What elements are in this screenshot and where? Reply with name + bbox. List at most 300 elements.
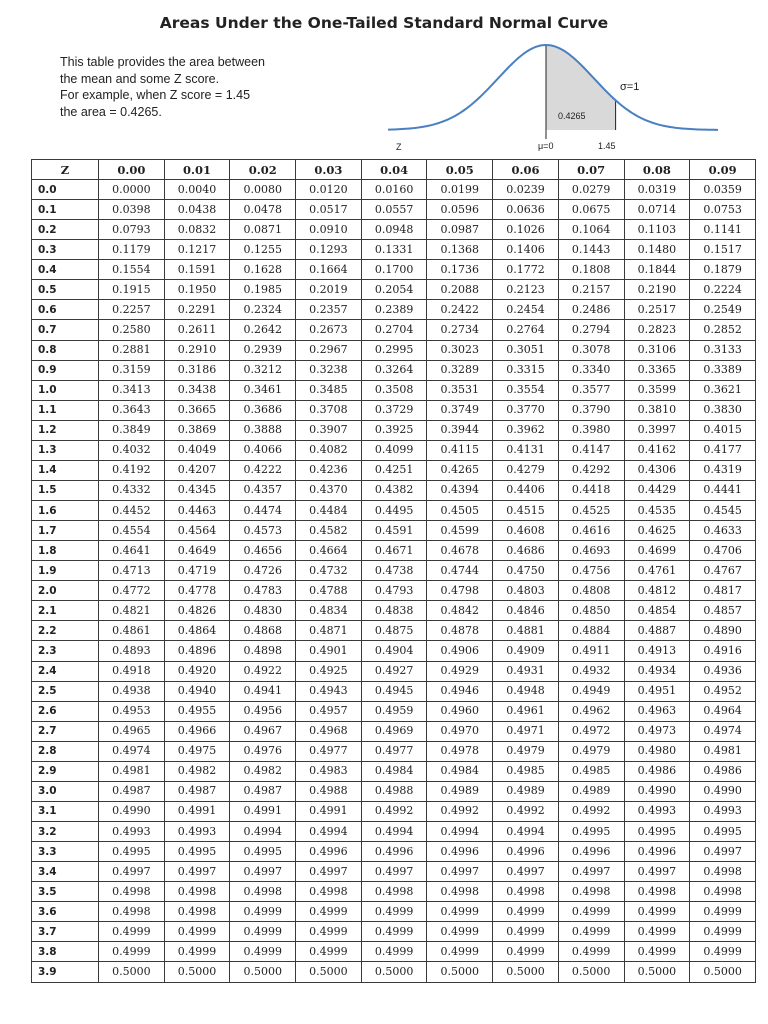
table-cell: 0.4946	[427, 681, 493, 701]
table-cell: 0.4965	[99, 721, 165, 741]
z-row-label: 2.8	[32, 741, 99, 761]
table-cell: 0.4974	[99, 741, 165, 761]
table-cell: 0.3577	[558, 380, 624, 400]
table-cell: 0.4857	[690, 601, 756, 621]
table-cell: 0.3186	[164, 360, 230, 380]
table-cell: 0.0000	[99, 180, 165, 200]
table-cell: 0.2224	[690, 280, 756, 300]
z-column-header: Z	[32, 160, 99, 180]
table-cell: 0.4999	[296, 922, 362, 942]
table-cell: 0.4997	[296, 862, 362, 882]
table-cell: 0.4974	[690, 721, 756, 741]
table-cell: 0.4382	[361, 480, 427, 500]
z-row-label: 1.1	[32, 400, 99, 420]
z-row-label: 3.3	[32, 842, 99, 862]
z-row-label: 0.9	[32, 360, 99, 380]
table-cell: 0.0438	[164, 200, 230, 220]
table-cell: 0.4913	[624, 641, 690, 661]
normal-curve-figure	[388, 38, 718, 154]
table-cell: 0.4909	[493, 641, 559, 661]
table-cell: 0.4955	[164, 701, 230, 721]
table-cell: 0.4664	[296, 541, 362, 561]
table-cell: 0.1406	[493, 240, 559, 260]
table-cell: 0.3159	[99, 360, 165, 380]
table-cell: 0.1179	[99, 240, 165, 260]
table-cell: 0.1141	[690, 220, 756, 240]
table-cell: 0.4999	[624, 942, 690, 962]
table-cell: 0.4999	[230, 942, 296, 962]
table-cell: 0.5000	[690, 962, 756, 983]
table-cell: 0.3790	[558, 400, 624, 420]
table-row	[32, 400, 756, 420]
table-row	[32, 380, 756, 400]
table-cell: 0.2517	[624, 300, 690, 320]
table-cell: 0.4429	[624, 480, 690, 500]
table-cell: 0.4985	[558, 761, 624, 781]
table-cell: 0.4997	[493, 862, 559, 882]
table-cell: 0.4693	[558, 541, 624, 561]
table-row	[32, 521, 756, 541]
table-cell: 0.4961	[493, 701, 559, 721]
table-header-row	[32, 160, 756, 180]
table-cell: 0.2794	[558, 320, 624, 340]
z-row-label: 1.2	[32, 420, 99, 440]
table-cell: 0.3133	[690, 340, 756, 360]
table-cell: 0.2995	[361, 340, 427, 360]
table-cell: 0.4306	[624, 460, 690, 480]
table-row	[32, 661, 756, 681]
table-cell: 0.4846	[493, 601, 559, 621]
table-cell: 0.2852	[690, 320, 756, 340]
table-cell: 0.4996	[624, 842, 690, 862]
table-cell: 0.4996	[558, 842, 624, 862]
table-row	[32, 480, 756, 500]
table-cell: 0.3944	[427, 420, 493, 440]
table-cell: 0.0987	[427, 220, 493, 240]
table-cell: 0.4999	[558, 922, 624, 942]
column-header: 0.09	[690, 160, 756, 180]
table-cell: 0.4699	[624, 541, 690, 561]
table-cell: 0.4967	[230, 721, 296, 741]
table-cell: 0.4987	[99, 781, 165, 801]
table-cell: 0.4999	[361, 922, 427, 942]
table-cell: 0.4990	[99, 801, 165, 821]
table-cell: 0.4993	[690, 801, 756, 821]
table-cell: 0.4994	[230, 822, 296, 842]
table-cell: 0.3770	[493, 400, 559, 420]
table-row	[32, 340, 756, 360]
table-cell: 0.2549	[690, 300, 756, 320]
table-cell: 0.1293	[296, 240, 362, 260]
table-cell: 0.4999	[690, 902, 756, 922]
z-row-label: 2.0	[32, 581, 99, 601]
column-header: 0.08	[624, 160, 690, 180]
table-cell: 0.2054	[361, 280, 427, 300]
table-cell: 0.2764	[493, 320, 559, 340]
table-cell: 0.3461	[230, 380, 296, 400]
table-cell: 0.4997	[99, 862, 165, 882]
table-cell: 0.3686	[230, 400, 296, 420]
table-cell: 0.4162	[624, 440, 690, 460]
intro-line: This table provides the area between	[60, 55, 265, 69]
table-cell: 0.4995	[624, 822, 690, 842]
table-cell: 0.4927	[361, 661, 427, 681]
z-row-label: 0.0	[32, 180, 99, 200]
table-cell: 0.4956	[230, 701, 296, 721]
table-cell: 0.4999	[558, 902, 624, 922]
table-cell: 0.4279	[493, 460, 559, 480]
table-cell: 0.4803	[493, 581, 559, 601]
table-cell: 0.4616	[558, 521, 624, 541]
table-cell: 0.4997	[558, 862, 624, 882]
z-row-label: 3.2	[32, 822, 99, 842]
table-cell: 0.4370	[296, 480, 362, 500]
table-cell: 0.4599	[427, 521, 493, 541]
table-row	[32, 320, 756, 340]
table-cell: 0.4793	[361, 581, 427, 601]
table-cell: 0.1772	[493, 260, 559, 280]
z-row-label: 1.5	[32, 480, 99, 500]
table-cell: 0.3643	[99, 400, 165, 420]
table-cell: 0.4995	[558, 822, 624, 842]
table-cell: 0.4999	[624, 902, 690, 922]
z-row-label: 2.1	[32, 601, 99, 621]
table-cell: 0.3212	[230, 360, 296, 380]
table-cell: 0.4744	[427, 561, 493, 581]
z-row-label: 3.0	[32, 781, 99, 801]
z-axis-label: Z	[396, 142, 402, 152]
table-cell: 0.4998	[558, 882, 624, 902]
table-cell: 0.0557	[361, 200, 427, 220]
table-cell: 0.3264	[361, 360, 427, 380]
table-cell: 0.4998	[690, 862, 756, 882]
z-row-label: 2.7	[32, 721, 99, 741]
table-cell: 0.4931	[493, 661, 559, 681]
table-cell: 0.4999	[558, 942, 624, 962]
table-cell: 0.4999	[493, 922, 559, 942]
table-cell: 0.4830	[230, 601, 296, 621]
z-row-label: 0.6	[32, 300, 99, 320]
table-cell: 0.4988	[296, 781, 362, 801]
table-cell: 0.2611	[164, 320, 230, 340]
table-cell: 0.4998	[164, 902, 230, 922]
table-cell: 0.4015	[690, 420, 756, 440]
table-cell: 0.0832	[164, 220, 230, 240]
table-cell: 0.1517	[690, 240, 756, 260]
table-cell: 0.1217	[164, 240, 230, 260]
z-row-label: 3.6	[32, 902, 99, 922]
table-cell: 0.1628	[230, 260, 296, 280]
table-cell: 0.4641	[99, 541, 165, 561]
table-cell: 0.4319	[690, 460, 756, 480]
table-cell: 0.4973	[624, 721, 690, 741]
table-cell: 0.4893	[99, 641, 165, 661]
table-cell: 0.1879	[690, 260, 756, 280]
table-cell: 0.4778	[164, 581, 230, 601]
table-cell: 0.4996	[427, 842, 493, 862]
table-row	[32, 561, 756, 581]
table-cell: 0.0359	[690, 180, 756, 200]
table-cell: 0.4982	[230, 761, 296, 781]
table-cell: 0.4925	[296, 661, 362, 681]
table-cell: 0.2422	[427, 300, 493, 320]
table-cell: 0.0714	[624, 200, 690, 220]
table-cell: 0.4968	[296, 721, 362, 741]
table-cell: 0.4994	[427, 822, 493, 842]
z-row-label: 0.1	[32, 200, 99, 220]
table-body	[32, 180, 756, 983]
table-cell: 0.3810	[624, 400, 690, 420]
table-cell: 0.3485	[296, 380, 362, 400]
table-cell: 0.4875	[361, 621, 427, 641]
table-cell: 0.4177	[690, 440, 756, 460]
table-cell: 0.4854	[624, 601, 690, 621]
table-cell: 0.0398	[99, 200, 165, 220]
table-cell: 0.1554	[99, 260, 165, 280]
table-cell: 0.4929	[427, 661, 493, 681]
table-cell: 0.3238	[296, 360, 362, 380]
table-cell: 0.4678	[427, 541, 493, 561]
table-cell: 0.5000	[296, 962, 362, 983]
table-cell: 0.4989	[493, 781, 559, 801]
table-cell: 0.4147	[558, 440, 624, 460]
table-cell: 0.4591	[361, 521, 427, 541]
table-cell: 0.4608	[493, 521, 559, 541]
table-cell: 0.4099	[361, 440, 427, 460]
table-row	[32, 280, 756, 300]
table-cell: 0.4945	[361, 681, 427, 701]
table-cell: 0.4484	[296, 501, 362, 521]
z-row-label: 1.6	[32, 501, 99, 521]
table-cell: 0.4994	[296, 822, 362, 842]
table-cell: 0.4767	[690, 561, 756, 581]
table-cell: 0.4936	[690, 661, 756, 681]
column-header: 0.04	[361, 160, 427, 180]
table-cell: 0.0279	[558, 180, 624, 200]
column-header: 0.06	[493, 160, 559, 180]
column-header: 0.02	[230, 160, 296, 180]
table-cell: 0.0199	[427, 180, 493, 200]
table-cell: 0.4901	[296, 641, 362, 661]
table-cell: 0.4998	[624, 882, 690, 902]
table-row	[32, 862, 756, 882]
table-cell: 0.4115	[427, 440, 493, 460]
table-row	[32, 440, 756, 460]
table-cell: 0.0596	[427, 200, 493, 220]
z-row-label: 3.1	[32, 801, 99, 821]
table-cell: 0.4332	[99, 480, 165, 500]
table-cell: 0.2019	[296, 280, 362, 300]
table-cell: 0.2291	[164, 300, 230, 320]
table-cell: 0.0675	[558, 200, 624, 220]
table-row	[32, 260, 756, 280]
z-row-label: 2.5	[32, 681, 99, 701]
table-cell: 0.4998	[427, 882, 493, 902]
table-cell: 0.5000	[164, 962, 230, 983]
table-cell: 0.4992	[558, 801, 624, 821]
z-row-label: 1.4	[32, 460, 99, 480]
table-cell: 0.4999	[690, 942, 756, 962]
table-cell: 0.4864	[164, 621, 230, 641]
table-row	[32, 701, 756, 721]
z-row-label: 0.2	[32, 220, 99, 240]
table-row	[32, 781, 756, 801]
table-cell: 0.3315	[493, 360, 559, 380]
table-cell: 0.4999	[164, 942, 230, 962]
z-row-label: 0.3	[32, 240, 99, 260]
table-cell: 0.4082	[296, 440, 362, 460]
table-cell: 0.4972	[558, 721, 624, 741]
table-cell: 0.0636	[493, 200, 559, 220]
table-cell: 0.4971	[493, 721, 559, 741]
table-cell: 0.4713	[99, 561, 165, 581]
table-cell: 0.4964	[690, 701, 756, 721]
table-cell: 0.4997	[427, 862, 493, 882]
table-cell: 0.4772	[99, 581, 165, 601]
table-cell: 0.4986	[624, 761, 690, 781]
table-cell: 0.3508	[361, 380, 427, 400]
table-cell: 0.0871	[230, 220, 296, 240]
table-row	[32, 200, 756, 220]
table-cell: 0.2881	[99, 340, 165, 360]
table-cell: 0.4995	[164, 842, 230, 862]
table-cell: 0.4984	[361, 761, 427, 781]
table-cell: 0.5000	[427, 962, 493, 983]
table-cell: 0.4463	[164, 501, 230, 521]
table-cell: 0.4991	[230, 801, 296, 821]
table-cell: 0.3869	[164, 420, 230, 440]
table-cell: 0.4706	[690, 541, 756, 561]
table-cell: 0.4357	[230, 480, 296, 500]
z-row-label: 3.9	[32, 962, 99, 983]
table-cell: 0.4932	[558, 661, 624, 681]
table-cell: 0.3830	[690, 400, 756, 420]
table-cell: 0.4981	[690, 741, 756, 761]
table-cell: 0.3749	[427, 400, 493, 420]
table-cell: 0.4986	[690, 761, 756, 781]
table-cell: 0.4985	[493, 761, 559, 781]
table-cell: 0.4505	[427, 501, 493, 521]
table-cell: 0.4940	[164, 681, 230, 701]
table-cell: 0.4992	[427, 801, 493, 821]
table-cell: 0.2257	[99, 300, 165, 320]
table-cell: 0.2123	[493, 280, 559, 300]
table-cell: 0.4418	[558, 480, 624, 500]
table-row	[32, 842, 756, 862]
table-cell: 0.4982	[164, 761, 230, 781]
table-row	[32, 460, 756, 480]
z-row-label: 2.4	[32, 661, 99, 681]
table-cell: 0.3708	[296, 400, 362, 420]
table-cell: 0.4345	[164, 480, 230, 500]
table-cell: 0.4996	[493, 842, 559, 862]
table-cell: 0.0793	[99, 220, 165, 240]
table-cell: 0.4750	[493, 561, 559, 581]
table-cell: 0.4535	[624, 501, 690, 521]
table-cell: 0.0239	[493, 180, 559, 200]
table-cell: 0.4996	[296, 842, 362, 862]
table-cell: 0.4970	[427, 721, 493, 741]
table-row	[32, 581, 756, 601]
table-cell: 0.3413	[99, 380, 165, 400]
table-cell: 0.4997	[164, 862, 230, 882]
table-cell: 0.4999	[164, 922, 230, 942]
table-cell: 0.4842	[427, 601, 493, 621]
table-cell: 0.4979	[493, 741, 559, 761]
table-cell: 0.5000	[230, 962, 296, 983]
table-cell: 0.4998	[361, 882, 427, 902]
table-cell: 0.2190	[624, 280, 690, 300]
table-cell: 0.4719	[164, 561, 230, 581]
table-cell: 0.4788	[296, 581, 362, 601]
column-header: 0.00	[99, 160, 165, 180]
table-cell: 0.4976	[230, 741, 296, 761]
sigma-label: σ=1	[620, 81, 640, 93]
table-cell: 0.4656	[230, 541, 296, 561]
table-cell: 0.3980	[558, 420, 624, 440]
table-cell: 0.4997	[361, 862, 427, 882]
table-cell: 0.1331	[361, 240, 427, 260]
table-cell: 0.4957	[296, 701, 362, 721]
table-cell: 0.4452	[99, 501, 165, 521]
table-cell: 0.4983	[296, 761, 362, 781]
table-cell: 0.4922	[230, 661, 296, 681]
table-cell: 0.4995	[690, 822, 756, 842]
table-cell: 0.2823	[624, 320, 690, 340]
table-cell: 0.3621	[690, 380, 756, 400]
table-cell: 0.4999	[230, 902, 296, 922]
z-row-label: 3.7	[32, 922, 99, 942]
table-cell: 0.4992	[493, 801, 559, 821]
table-cell: 0.4756	[558, 561, 624, 581]
table-cell: 0.4798	[427, 581, 493, 601]
table-cell: 0.4994	[361, 822, 427, 842]
table-cell: 0.4999	[493, 902, 559, 922]
table-cell: 0.1808	[558, 260, 624, 280]
table-cell: 0.4554	[99, 521, 165, 541]
z-table	[31, 159, 756, 983]
table-cell: 0.1064	[558, 220, 624, 240]
table-cell: 0.0160	[361, 180, 427, 200]
intro-line: the area = 0.4265.	[60, 104, 162, 119]
table-cell: 0.3925	[361, 420, 427, 440]
table-cell: 0.4838	[361, 601, 427, 621]
table-cell: 0.4949	[558, 681, 624, 701]
z-row-label: 0.5	[32, 280, 99, 300]
table-cell: 0.4989	[427, 781, 493, 801]
table-cell: 0.4988	[361, 781, 427, 801]
table-cell: 0.4948	[493, 681, 559, 701]
table-cell: 0.0753	[690, 200, 756, 220]
table-cell: 0.4991	[164, 801, 230, 821]
table-cell: 0.4049	[164, 440, 230, 460]
table-cell: 0.4821	[99, 601, 165, 621]
z-row-label: 1.7	[32, 521, 99, 541]
table-cell: 0.1103	[624, 220, 690, 240]
table-cell: 0.4732	[296, 561, 362, 581]
table-cell: 0.4265	[427, 460, 493, 480]
table-cell: 0.2580	[99, 320, 165, 340]
table-cell: 0.4981	[99, 761, 165, 781]
table-cell: 0.3289	[427, 360, 493, 380]
table-cell: 0.4998	[164, 882, 230, 902]
table-row	[32, 300, 756, 320]
z-row-label: 0.4	[32, 260, 99, 280]
table-cell: 0.1736	[427, 260, 493, 280]
table-cell: 0.4941	[230, 681, 296, 701]
table-cell: 0.4222	[230, 460, 296, 480]
table-row	[32, 621, 756, 641]
